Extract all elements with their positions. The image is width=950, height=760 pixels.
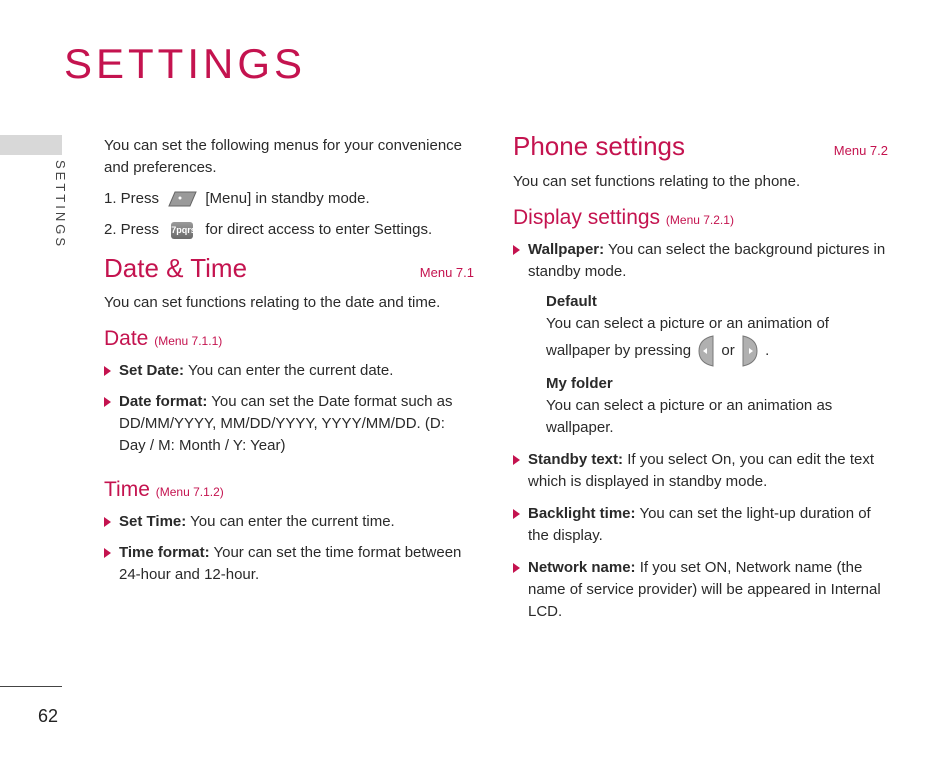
intro-text: You can set the following menus for your convenience and preferences.	[104, 137, 463, 176]
bullet-arrow-icon	[513, 563, 520, 573]
set-time-item	[104, 511, 474, 533]
side-section-label: SETTINGS	[53, 160, 68, 250]
standby-text: If you select On, you can edit the text which is displayed in standby mode.	[528, 451, 874, 490]
right-column	[513, 131, 888, 623]
bullet-arrow-icon	[104, 548, 111, 558]
date-format-text: You can set the Date format such as DD/MM/YYYY, MM/DD/YYYY, YYYY/MM/DD. (D: Day / M: Month / Y: Year)	[119, 393, 453, 454]
date-time-desc: You can set functions relating to the date and time.	[104, 294, 441, 311]
bullet-arrow-icon	[104, 366, 111, 376]
side-tab-bar	[0, 135, 62, 155]
myfolder-title: My folder	[546, 375, 613, 392]
wallpaper-label: Wallpaper:	[528, 241, 605, 258]
step-1-suffix: [Menu] in standby mode.	[205, 190, 370, 207]
default-subsection	[513, 291, 888, 439]
page-number: 62	[38, 706, 59, 726]
network-label: Network name:	[528, 559, 636, 576]
date-format-label: Date format:	[119, 393, 208, 410]
date-heading	[104, 328, 474, 352]
step-2-prefix: 2. Press	[104, 221, 160, 238]
date-time-menu-ref: Menu 7.1	[419, 265, 474, 280]
phone-settings-heading: Phone settings	[513, 131, 686, 161]
backlight-text: You can set the light-up duration of the display.	[528, 505, 871, 544]
date-format-item	[104, 391, 474, 457]
set-date-text: You can enter the current date.	[187, 362, 394, 379]
network-text: If you set ON, Network name (the name of service provider) will be appeared in Internal LCD.	[528, 559, 881, 620]
date-time-header	[104, 253, 474, 284]
left-column	[104, 135, 474, 586]
display-settings-heading	[513, 207, 888, 231]
myfolder-desc: You can select a picture or an animation as wallpaper.	[546, 397, 833, 436]
set-time-label: Set Time:	[119, 513, 187, 530]
bullet-arrow-icon	[513, 245, 520, 255]
bullet-arrow-icon	[513, 455, 520, 465]
time-menu-ref: (Menu 7.1.2)	[155, 485, 224, 499]
time-heading-text: Time	[104, 478, 150, 501]
display-heading-text: Display settings	[513, 206, 661, 229]
default-title: Default	[546, 293, 597, 310]
backlight-item	[513, 503, 888, 547]
page-title: SETTINGS	[64, 40, 307, 87]
bullet-arrow-icon	[513, 509, 520, 519]
display-menu-ref: (Menu 7.2.1)	[665, 213, 734, 227]
bullet-arrow-icon	[104, 397, 111, 407]
date-menu-ref: (Menu 7.1.1)	[154, 334, 223, 348]
nav-right-key-icon	[742, 335, 758, 367]
time-format-label: Time format:	[119, 544, 210, 561]
default-end: .	[765, 341, 770, 359]
time-format-item	[104, 542, 474, 586]
nav-left-key-icon	[698, 335, 714, 367]
default-or: or	[721, 341, 735, 359]
default-desc-text: You can select a picture or an animation of wallpaper by pressing	[546, 315, 829, 359]
phone-settings-desc: You can set functions relating to the phone.	[513, 173, 801, 190]
network-name-item	[513, 557, 888, 623]
date-time-heading: Date & Time	[104, 253, 248, 283]
set-time-text: You can enter the current time.	[190, 513, 395, 530]
time-format-text: Your can set the time format between 24-hour and 12-hour.	[119, 544, 462, 583]
step-1	[104, 188, 474, 210]
step-1-prefix: 1. Press	[104, 190, 160, 207]
set-date-label: Set Date:	[119, 362, 185, 379]
step-2	[104, 219, 474, 241]
wallpaper-text: You can select the background pictures in standby mode.	[528, 241, 886, 280]
bullet-arrow-icon	[104, 517, 111, 527]
backlight-label: Backlight time:	[528, 505, 636, 522]
default-desc	[546, 313, 888, 367]
key-7-icon: 7pqrs	[171, 222, 193, 239]
wallpaper-item	[513, 239, 888, 283]
phone-settings-header	[513, 131, 888, 162]
date-heading-text: Date	[104, 327, 149, 350]
step-2-suffix: for direct access to enter Settings.	[205, 221, 433, 238]
phone-settings-menu-ref: Menu 7.2	[833, 143, 888, 158]
menu-softkey-icon	[167, 190, 197, 208]
footer-rule	[0, 686, 62, 687]
set-date-item	[104, 360, 474, 382]
standby-label: Standby text:	[528, 451, 624, 468]
time-heading	[104, 479, 474, 503]
standby-text-item	[513, 449, 888, 493]
